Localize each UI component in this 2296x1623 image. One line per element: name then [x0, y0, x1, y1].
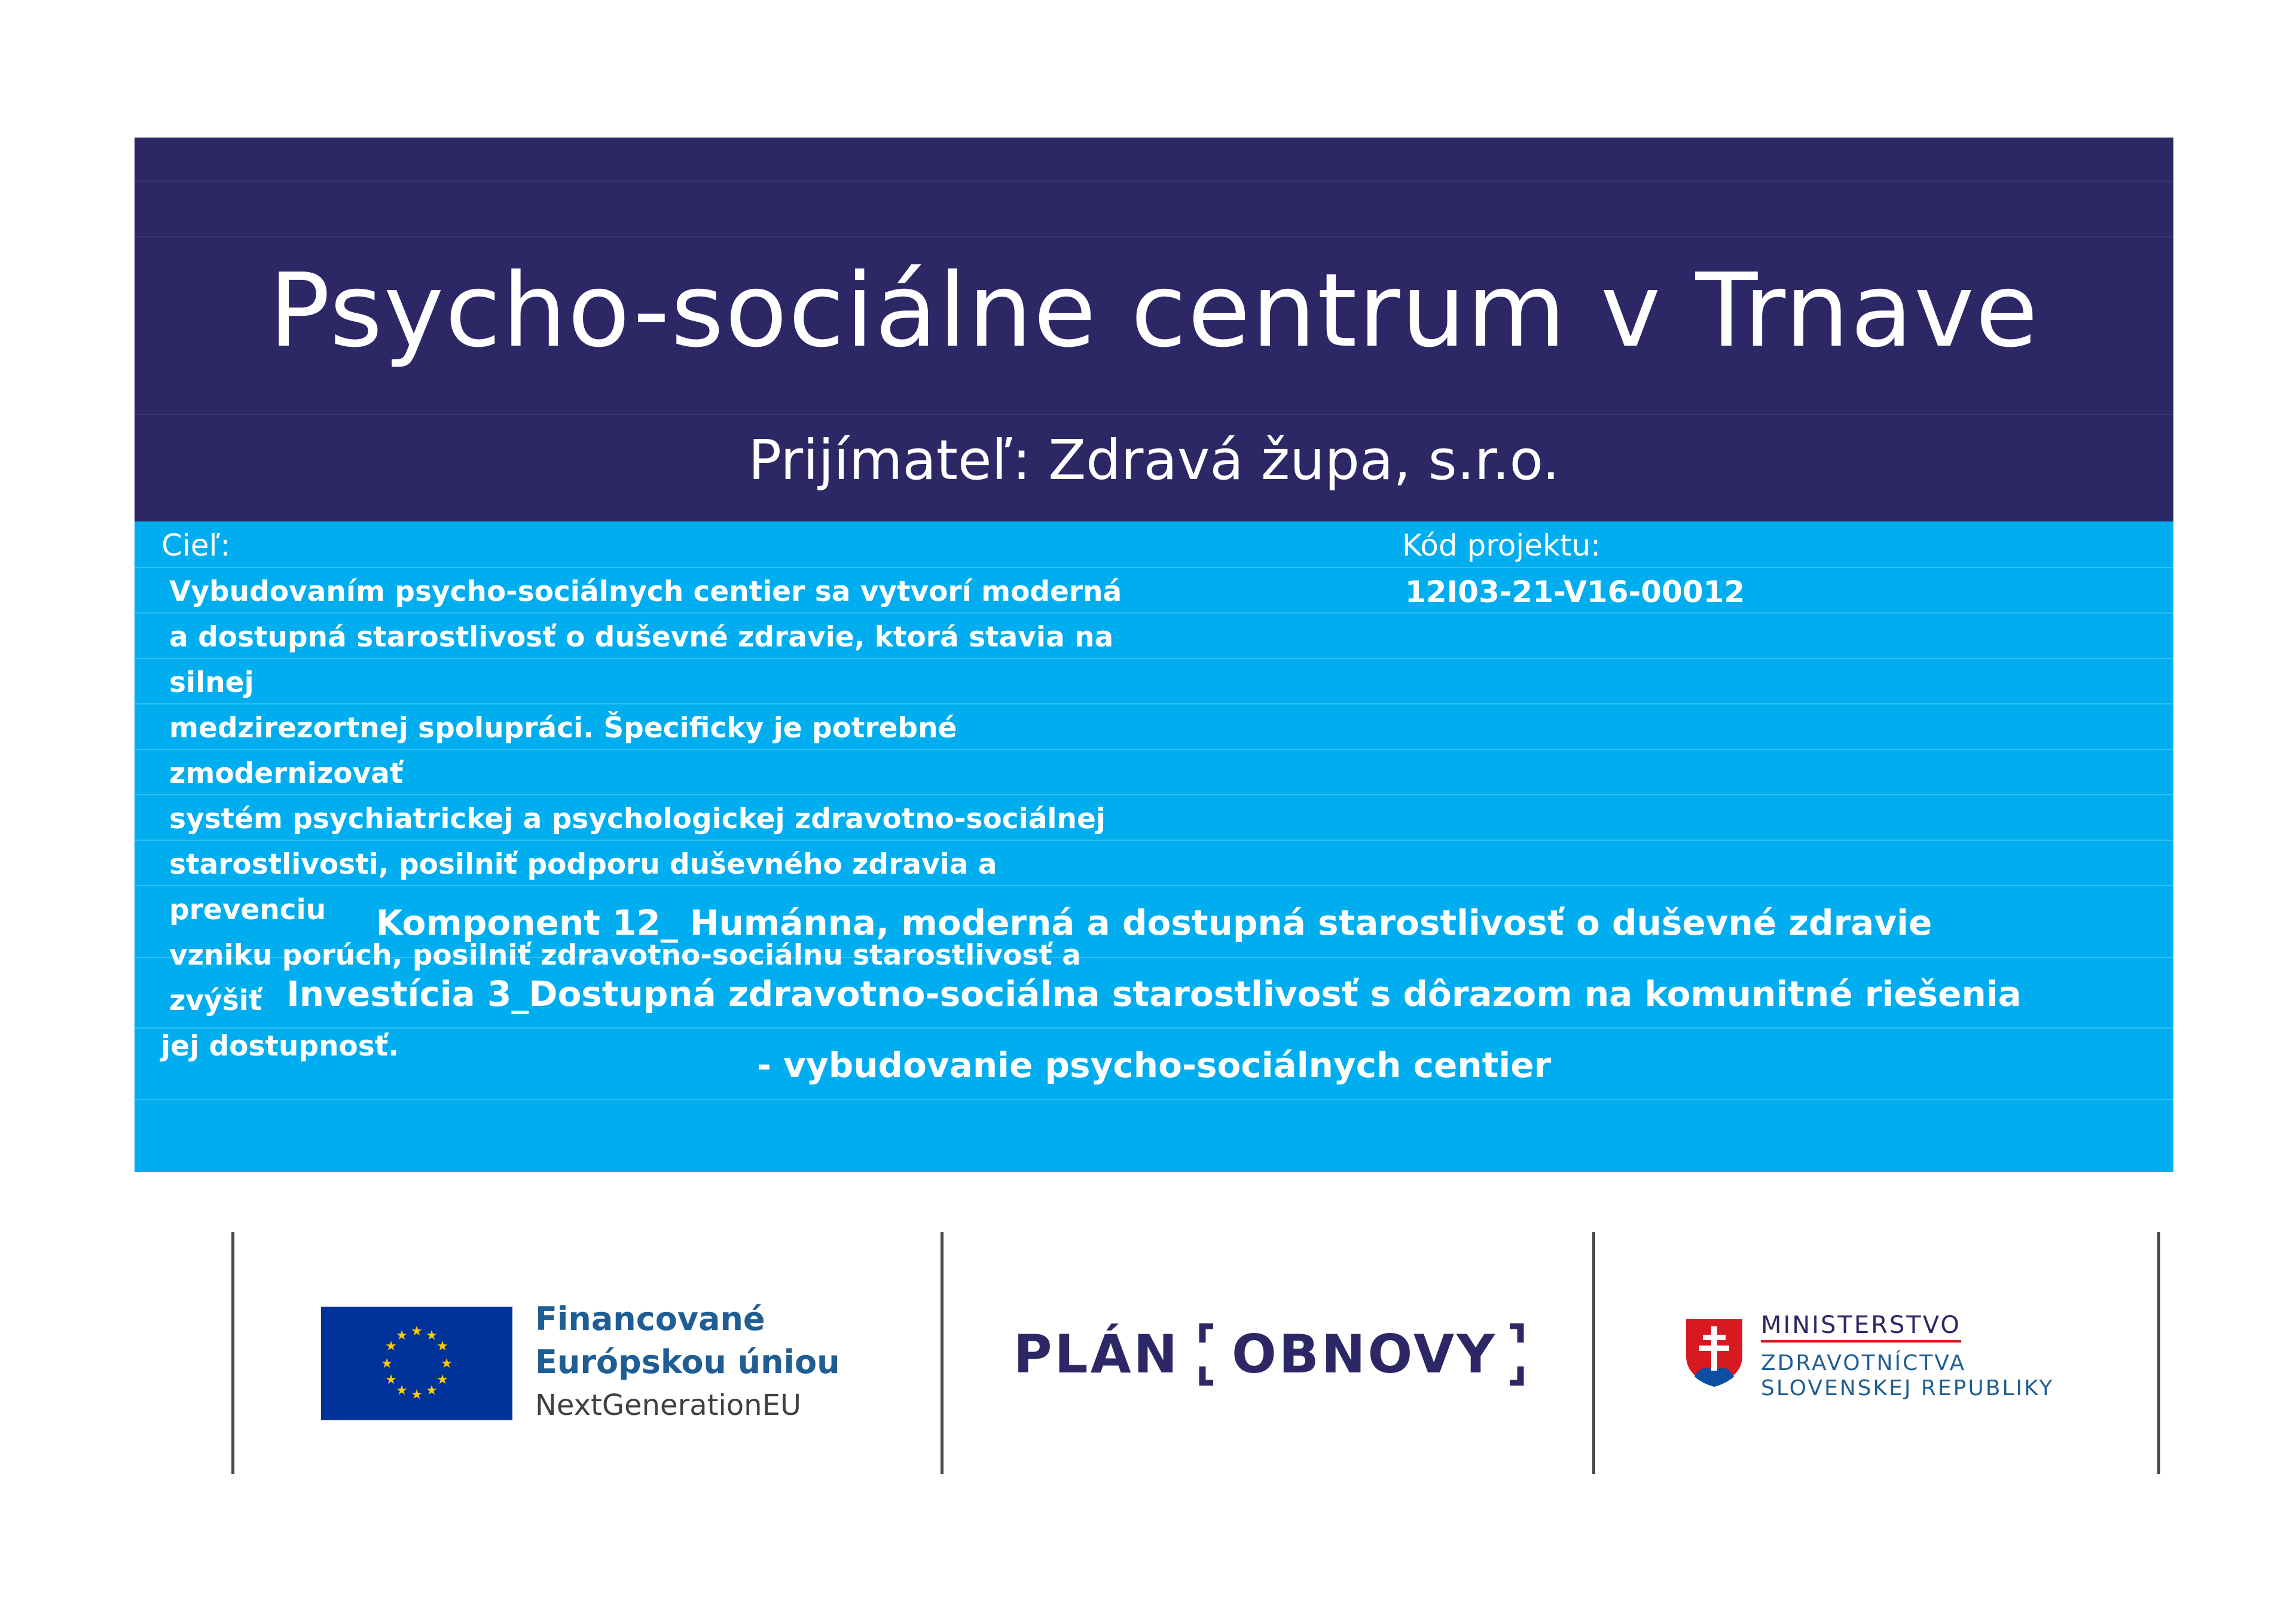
eu-flag-icon [321, 1307, 512, 1420]
svg-text:★: ★ [411, 1324, 423, 1339]
goal-line: medzirezortnej spolupráci. Špecificky je potrebné zmodernizovať [169, 712, 957, 790]
svg-text:★: ★ [436, 1339, 448, 1354]
component-line: Komponent 12_ Humánna, moderná a dostupná starostlivosť o duševné zdravie [375, 902, 1932, 943]
goal-line: a dostupná starostlivosť o duševné zdravie, ktorá stavia na silnej [169, 621, 1114, 699]
plan-word: PLÁN [1013, 1323, 1180, 1385]
svg-text:★: ★ [411, 1387, 423, 1402]
svg-text:★: ★ [441, 1356, 453, 1371]
goal-line: vzniku porúch, posilniť zdravotno-sociálnu starostlivosť a zvýšiť [169, 939, 1081, 1017]
panel-rule [135, 1099, 2173, 1100]
eu-funding-text [535, 1298, 840, 1427]
svg-text:★: ★ [426, 1328, 438, 1343]
svg-text:★: ★ [396, 1328, 408, 1343]
header-rule [135, 181, 2173, 182]
logo-divider [231, 1232, 234, 1474]
subtitle-line: - vybudovanie psycho-sociálnych centier [756, 1045, 1552, 1085]
ministry-text [1761, 1311, 2054, 1401]
recipient: Prijímateľ: Zdravá župa, s.r.o. [748, 428, 1560, 492]
goal-label: Cieľ: [161, 528, 231, 563]
info-panel [135, 521, 2173, 1172]
obnovy-word: OBNOVY [1232, 1323, 1497, 1385]
header-panel [135, 138, 2173, 521]
svg-text:★: ★ [436, 1372, 448, 1387]
eu-line-3: NextGenerationEU [535, 1389, 802, 1422]
goal-line: systém psychiatrickej a psychologickej zdravotno-sociálnej [169, 803, 1106, 835]
ministry-line-3: SLOVENSKEJ REPUBLIKY [1761, 1376, 2054, 1401]
panel-rule [135, 567, 2173, 568]
project-code: 12I03-21-V16-00012 [1405, 575, 1745, 609]
investment-line: Investícia 3_Dostupná zdravotno-sociálna starostlivosť s dôrazom na komunitné riešenia [286, 974, 2022, 1014]
goal-line: Vybudovaním psycho-sociálnych centier sa vytvorí moderná [169, 575, 1122, 608]
ministry-line-2: ZDRAVOTNÍCTVA [1761, 1351, 1967, 1375]
page-title: Psycho-sociálne centrum v Trnave [268, 252, 2039, 370]
goal-line: starostlivosti, posilniť podporu duševného zdravia a prevenciu [169, 848, 997, 926]
svg-text:★: ★ [396, 1383, 408, 1398]
eu-line-2: Európskou úniou [535, 1343, 840, 1381]
svg-text:★: ★ [381, 1356, 393, 1371]
header-rule [135, 236, 2173, 237]
ministry-line-1: MINISTERSTVO [1761, 1311, 1961, 1343]
slovak-crest-icon [1681, 1314, 1747, 1391]
logo-divider [2157, 1232, 2160, 1474]
project-code-label: Kód projektu: [1402, 528, 1601, 563]
svg-text:★: ★ [426, 1383, 438, 1398]
goal-line: jej dostupnosť. [161, 1030, 399, 1063]
svg-text:★: ★ [385, 1339, 397, 1354]
billboard [135, 138, 2173, 1172]
eu-line-1: Financované [535, 1300, 765, 1338]
svg-text:★: ★ [385, 1372, 397, 1387]
header-rule [135, 414, 2173, 415]
logo-divider [941, 1232, 944, 1474]
